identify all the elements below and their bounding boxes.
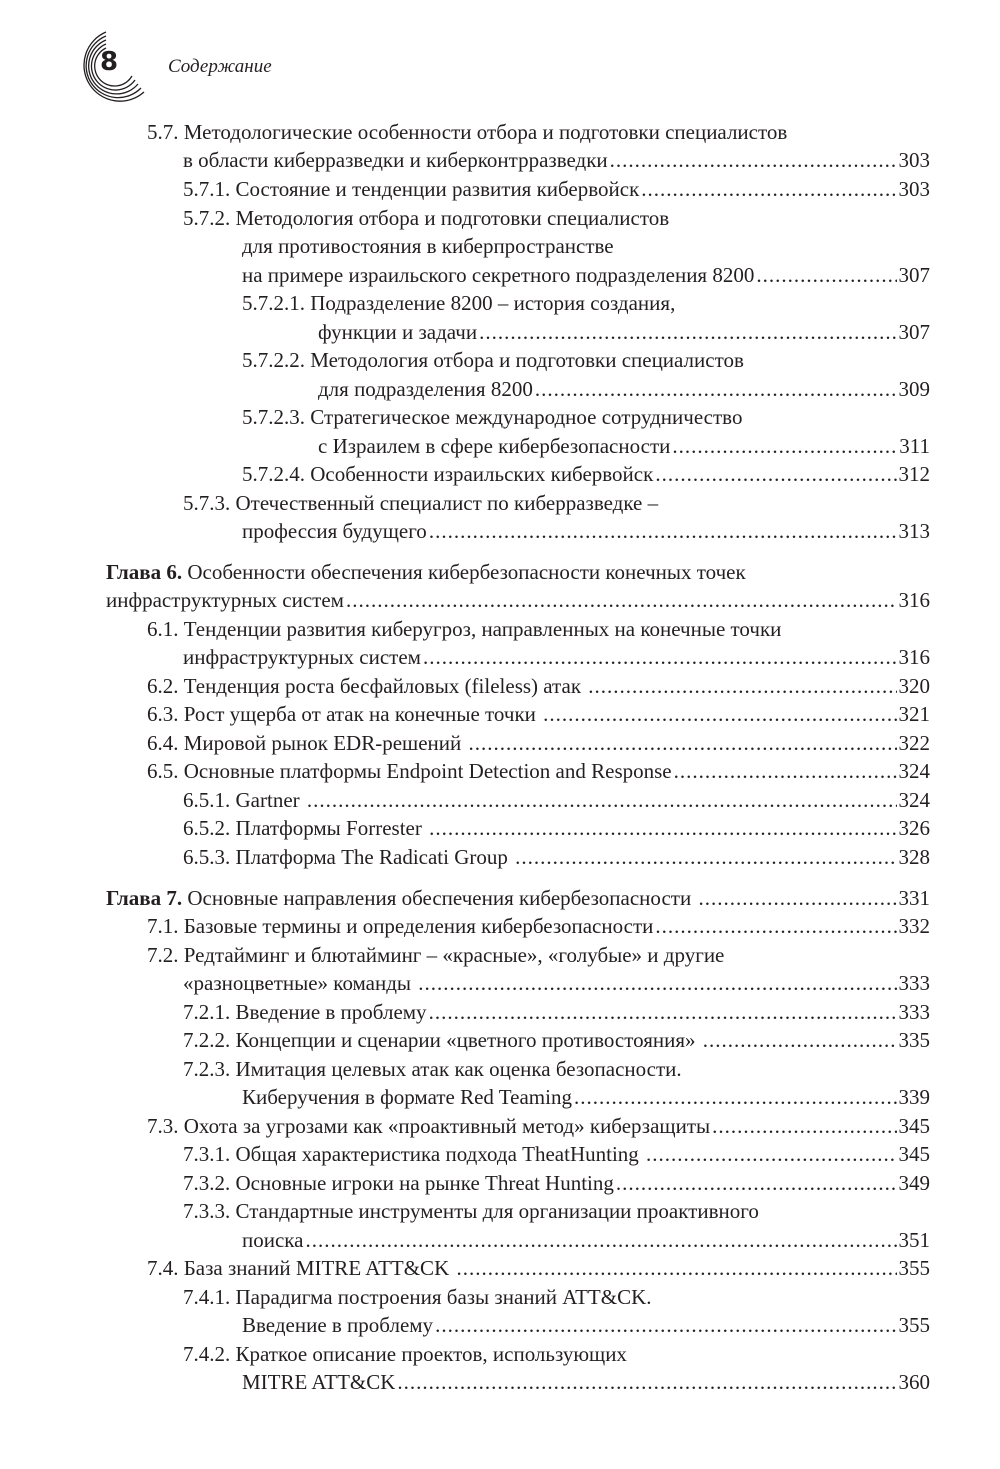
toc-entry: 7.3. Охота за угрозами как «проактивный метод» киберзащиты ..... 345: [147, 1112, 930, 1140]
toc-entry: 7.3.3. Стандартные инструменты для организации проактивного: [183, 1199, 759, 1223]
toc-entry: в области киберразведки и киберконтрразведки ..... 303: [183, 146, 930, 174]
toc-entry: 6.1. Тенденции развития киберугроз, направленных на конечные точки: [147, 617, 782, 641]
toc-entry: поиска ..... 351: [242, 1226, 930, 1254]
toc-entry: 6.5.1. Gartner ..... 324: [183, 786, 930, 814]
toc-entry: 6.5.3. Платформа The Radicati Group ..... 328: [183, 843, 930, 871]
page-header: [76, 30, 476, 110]
toc-entry: 7.2. Редтайминг и блютайминг – «красные», «голубые» и другие: [147, 943, 725, 967]
toc-entry: 7.2.3. Имитация целевых атак как оценка безопасности.: [183, 1057, 682, 1081]
toc-entry: 6.5.2. Платформы Forrester ..... 326: [183, 814, 930, 842]
toc-entry: профессия будущего ..... 313: [242, 517, 930, 545]
toc-entry: на примере израильского секретного подразделения 8200 ..... 307: [242, 261, 930, 289]
toc-entry: инфраструктурных систем ..... 316: [106, 586, 930, 614]
toc-entry: 5.7.3. Отечественный специалист по киберразведке –: [183, 491, 659, 515]
toc-entry: 7.4.1. Парадигма построения базы знаний ATT&CK.: [183, 1285, 652, 1309]
toc-entry: для противостояния в киберпространстве: [242, 234, 614, 258]
toc-entry: 6.5. Основные платформы Endpoint Detection and Response ..... 324: [147, 757, 930, 785]
toc-entry: 6.4. Мировой рынок EDR-решений ..... 322: [147, 729, 930, 757]
toc-entry: Введение в проблему ..... 355: [242, 1311, 930, 1339]
toc-entry: 7.3.1. Общая характеристика подхода TheatHunting ..... 345: [183, 1140, 930, 1168]
toc-chapter: Глава 7. Основные направления обеспечения кибербезопасности ..... 331: [106, 884, 930, 912]
toc-entry: 5.7.2.1. Подразделение 8200 – история создания,: [242, 291, 676, 315]
toc-entry: инфраструктурных систем ..... 316: [183, 643, 930, 671]
toc-entry: 5.7.2.3. Стратегическое международное сотрудничество: [242, 405, 743, 429]
toc-entry: 7.4. База знаний MITRE ATT&CK ..... 355: [147, 1254, 930, 1282]
toc-entry: 6.3. Рост ущерба от атак на конечные точки ..... 321: [147, 700, 930, 728]
toc-entry: 7.4.2. Краткое описание проектов, использующих: [183, 1342, 627, 1366]
toc-entry: 7.1. Базовые термины и определения кибербезопасности ..... 332: [147, 912, 930, 940]
toc-entry: с Израилем в сфере кибербезопасности ..... 311: [318, 432, 930, 460]
toc-entry: функции и задачи ..... 307: [318, 318, 930, 346]
toc-entry: 7.2.1. Введение в проблему ..... 333: [183, 998, 930, 1026]
toc-entry: 5.7.2. Методология отбора и подготовки специалистов: [183, 206, 670, 230]
toc-entry: «разноцветные» команды ..... 333: [183, 969, 930, 997]
page-number: 8: [100, 47, 119, 77]
toc-entry: для подразделения 8200 ..... 309: [318, 375, 930, 403]
toc-chapter: Глава 6. Особенности обеспечения кибербезопасности конечных точек: [106, 560, 746, 584]
toc-entry: MITRE ATT&CK ..... 360: [242, 1368, 930, 1396]
toc-entry: 6.2. Тенденция роста бесфайловых (fileless) атак ..... 320: [147, 672, 930, 700]
toc-entry: 5.7.2.4. Особенности израильских кибервойск ..... 312: [242, 460, 930, 488]
toc-entry: 7.2.2. Концепции и сценарии «цветного противостояния» ..... 335: [183, 1026, 930, 1054]
running-title: Содержание: [168, 56, 272, 77]
toc-entry: 5.7.2.2. Методология отбора и подготовки специалистов: [242, 348, 744, 372]
toc-entry: Киберучения в формате Red Teaming ..... 339: [242, 1083, 930, 1111]
toc-entry: 5.7. Методологические особенности отбора и подготовки специалистов: [147, 120, 788, 144]
toc-entry: 7.3.2. Основные игроки на рынке Threat Hunting ..... 349: [183, 1169, 930, 1197]
toc-entry: 5.7.1. Состояние и тенденции развития кибервойск ..... 303: [183, 175, 930, 203]
